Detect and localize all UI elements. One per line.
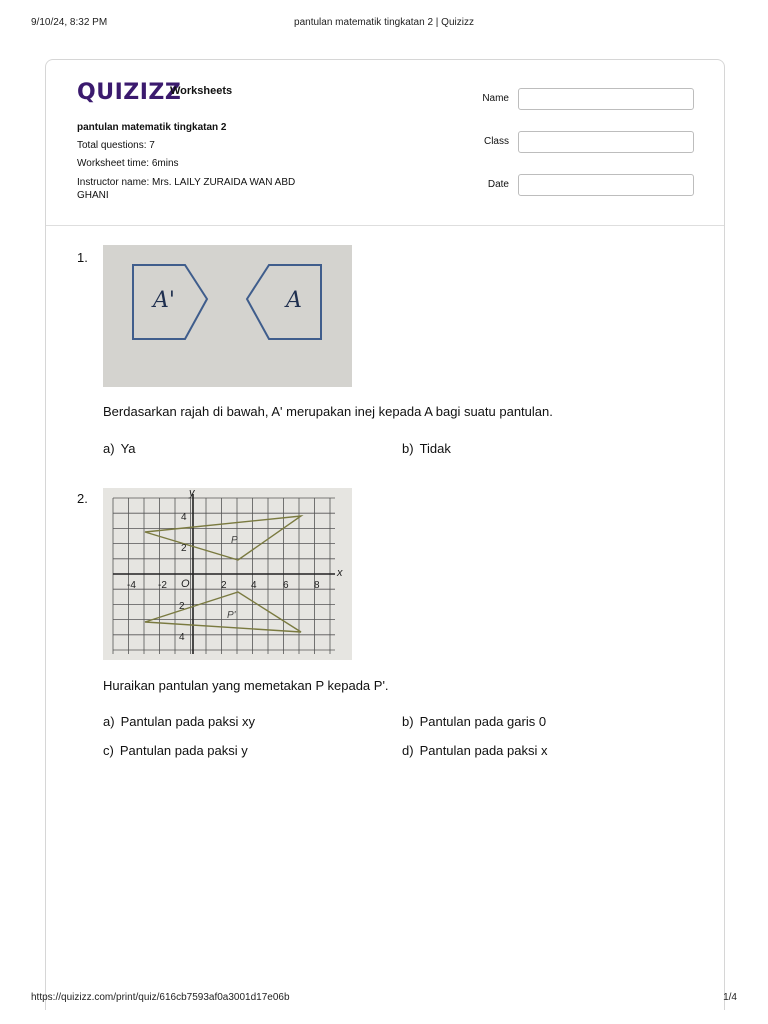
print-page-title: pantulan matematik tingkatan 2 | Quizizz — [294, 17, 474, 28]
question-1-option-b[interactable] — [402, 441, 451, 456]
label-a: A — [286, 288, 302, 313]
option-text: Pantulan pada paksi y — [119, 743, 248, 758]
worksheet-time: Worksheet time: 6mins — [77, 158, 179, 169]
option-letter: c) — [103, 743, 114, 758]
figure-background — [103, 245, 352, 387]
x-tick-label: 4 — [251, 580, 257, 591]
option-letter: d) — [402, 743, 414, 758]
x-tick-label: 8 — [314, 580, 320, 591]
option-text: Ya — [120, 441, 136, 456]
question-1-figure — [103, 245, 352, 387]
label-a-prime: A' — [153, 288, 175, 313]
worksheet-card — [45, 59, 725, 1010]
question-2-option-d[interactable] — [402, 743, 548, 758]
option-letter: b) — [402, 714, 414, 729]
question-2-option-a[interactable] — [103, 714, 255, 729]
y-tick-label: 4 — [179, 632, 185, 643]
option-text: Tidak — [419, 441, 451, 456]
option-text: Pantulan pada paksi x — [419, 743, 548, 758]
question-1-number: 1. — [77, 250, 88, 265]
option-text: Pantulan pada paksi xy — [120, 714, 255, 729]
pentagon-reflection-figure — [103, 245, 352, 387]
label-p-prime: P' — [227, 610, 236, 621]
instructor-name: Instructor name: Mrs. LAILY ZURAIDA WAN ABD GHANI — [77, 177, 296, 201]
x-tick-label: -4 — [127, 580, 136, 591]
page-number: 1/4 — [723, 992, 737, 1003]
name-label: Name — [482, 93, 509, 104]
name-field[interactable] — [518, 88, 694, 110]
option-letter: a) — [103, 441, 115, 456]
question-2-figure — [103, 488, 352, 660]
quizizz-logo: QUIZIZZ — [77, 80, 182, 105]
date-label: Date — [487, 179, 509, 190]
y-tick-label: 2 — [181, 543, 187, 554]
total-questions: Total questions: 7 — [77, 140, 155, 151]
class-field[interactable] — [518, 131, 694, 153]
logo-subtitle: Worksheets — [170, 85, 233, 97]
class-label: Class — [483, 136, 509, 147]
option-letter: a) — [103, 714, 115, 729]
origin-label: O — [181, 578, 190, 590]
y-tick-label: 4 — [181, 512, 187, 523]
question-1-option-a[interactable] — [103, 441, 136, 456]
option-text: Pantulan pada garis 0 — [419, 714, 547, 729]
question-2-number: 2. — [77, 491, 88, 506]
date-field[interactable] — [518, 174, 694, 196]
question-2-option-b[interactable] — [402, 714, 546, 729]
grid-reflection-figure — [103, 488, 352, 660]
question-2-option-c[interactable] — [103, 743, 248, 758]
worksheet-header — [46, 60, 724, 226]
quiz-title: pantulan matematik tingkatan 2 — [77, 122, 227, 133]
x-tick-label: 6 — [283, 580, 289, 591]
print-datetime: 9/10/24, 8:32 PM — [31, 17, 108, 28]
label-p: P — [231, 535, 238, 546]
question-1-text: Berdasarkan rajah di bawah, A' merupakan inej kepada A bagi suatu pantulan. — [103, 404, 553, 419]
print-footer — [31, 992, 737, 1006]
y-tick-label: 2 — [179, 601, 185, 612]
x-axis-label: x — [337, 567, 343, 579]
y-axis-label: y — [189, 488, 195, 499]
option-letter: b) — [402, 441, 414, 456]
quiz-meta — [77, 119, 307, 202]
x-tick-label: -2 — [158, 580, 167, 591]
print-url: https://quizizz.com/print/quiz/616cb7593af0a3001d17e06b — [31, 992, 290, 1003]
question-2-text: Huraikan pantulan yang memetakan P kepada P'. — [103, 678, 389, 693]
x-tick-label: 2 — [221, 580, 227, 591]
print-header — [31, 17, 737, 31]
